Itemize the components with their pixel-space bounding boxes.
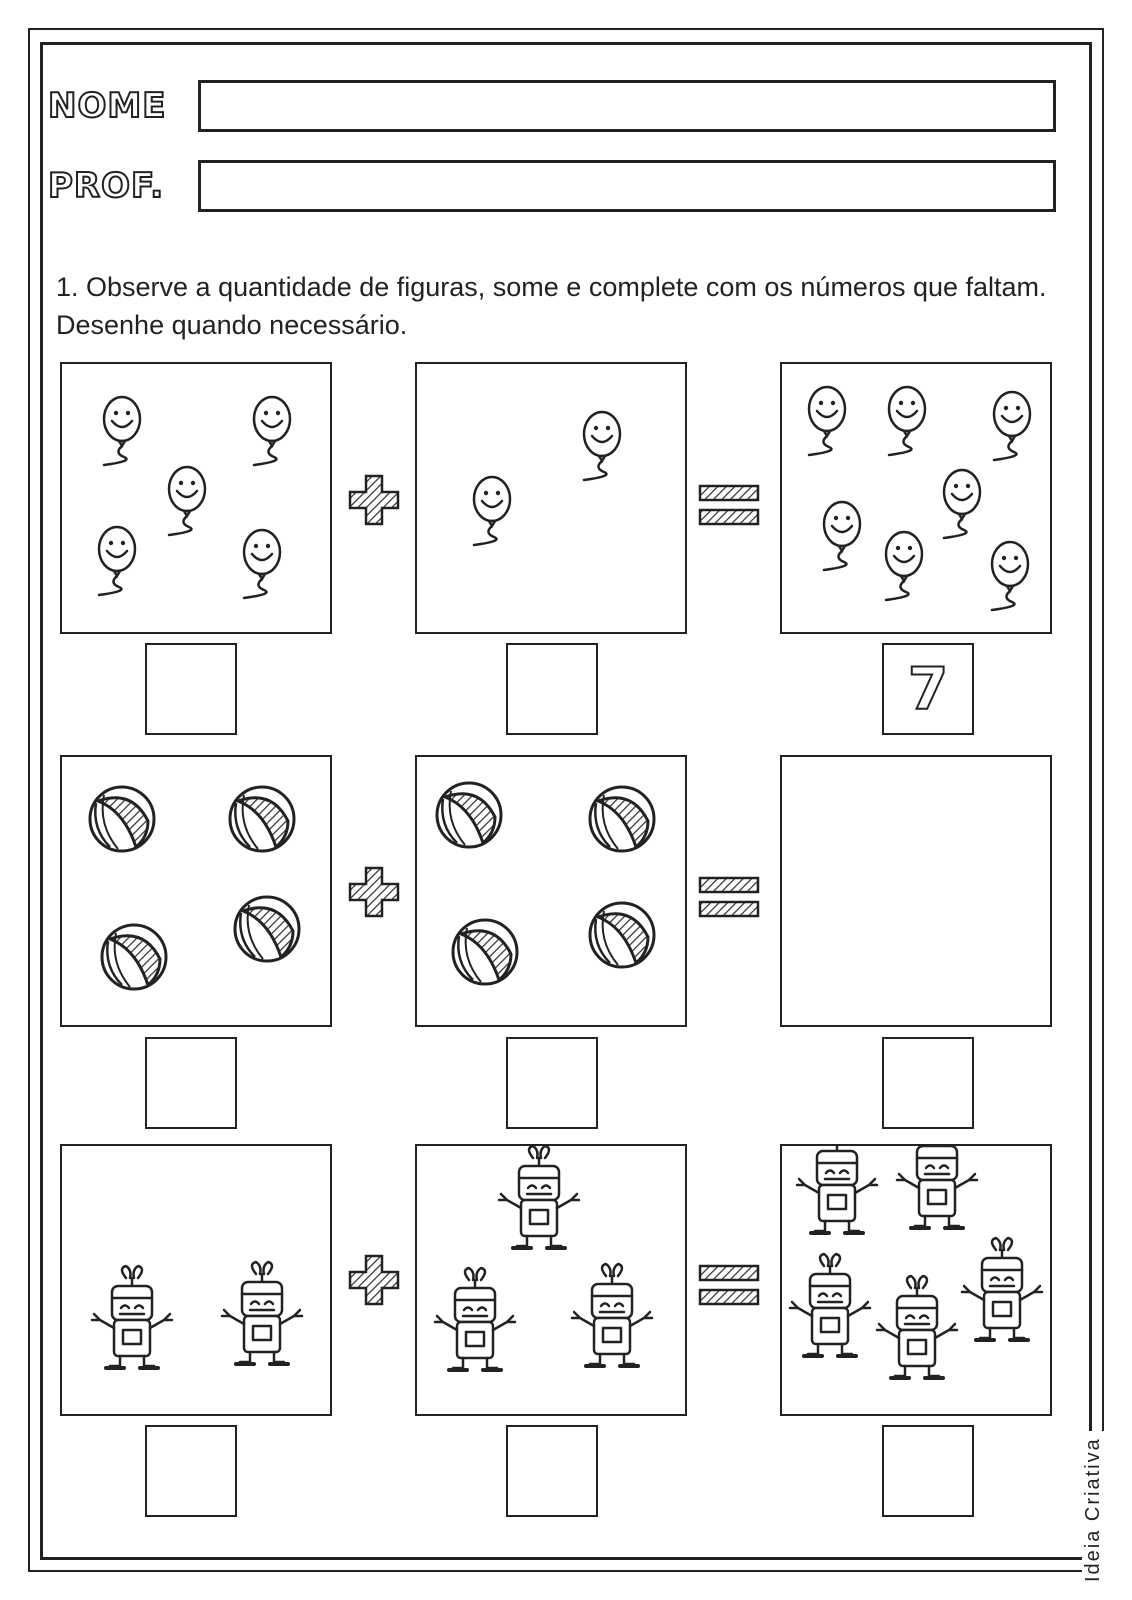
robot-icon [435,1268,515,1370]
balloon-icon [104,397,140,465]
answer-box[interactable] [506,643,598,735]
row1-right-panel [780,362,1052,634]
ball-icon [590,903,654,967]
balloon-icon [889,387,925,455]
answer-box[interactable] [506,1037,598,1129]
robots-group [417,1146,689,1418]
ball-icon [235,897,299,961]
robots-group [62,1146,334,1418]
row3-left-panel [60,1144,332,1416]
answer-box[interactable] [506,1425,598,1517]
plus-sign [348,1254,400,1306]
robots-group [782,1146,1054,1418]
balloon-icon [474,477,510,545]
ball-icon [102,925,166,989]
robot-icon [797,1146,877,1233]
credit-text: Ideia Criativa [1082,1431,1105,1588]
balls-group [417,757,689,1029]
robot-icon [222,1262,302,1364]
answer-box[interactable] [145,1037,237,1129]
row1-middle-panel [415,362,687,634]
row2-left-panel [60,755,332,1027]
robot-icon [877,1276,957,1378]
robot-icon [92,1266,172,1368]
equals-sign [698,480,760,528]
robot-icon [962,1238,1042,1340]
plus-sign [348,474,400,526]
robot-icon [790,1254,870,1356]
name-label: NOME [48,86,167,126]
balls-group [62,757,334,1029]
ball-icon [453,920,517,984]
balloons-group [417,364,689,636]
instruction-text: 1. Observe a quantidade de figuras, some e complete com os números que faltam. Desenhe quando necessário. [56,272,1047,340]
balloon-icon [824,502,860,570]
balloon-icon [886,532,922,600]
ball-icon [230,787,294,851]
row2-right-panel-empty[interactable] [780,755,1052,1027]
answer-box[interactable] [145,1425,237,1517]
row2-middle-panel [415,755,687,1027]
robot-icon [499,1146,579,1248]
balloon-icon [992,542,1028,610]
answer-box-filled[interactable]: 7 [882,643,974,735]
balloons-group [782,364,1054,636]
row1-left-panel [60,362,332,634]
robot-icon [572,1264,652,1366]
answer-box[interactable] [882,1425,974,1517]
balloon-icon [254,397,290,465]
ball-icon [90,787,154,851]
balloon-icon [99,527,135,595]
answer-box[interactable] [882,1037,974,1129]
balloon-icon [994,392,1030,460]
answer-box[interactable] [145,643,237,735]
equals-sign [698,872,760,920]
balloon-icon [944,470,980,538]
teacher-label: PROF. [48,166,165,206]
ball-icon [437,783,501,847]
balloon-icon [809,387,845,455]
ball-icon [590,787,654,851]
teacher-field[interactable] [198,160,1056,212]
name-field[interactable] [198,80,1056,132]
row3-right-panel [780,1144,1052,1416]
equals-sign [698,1260,760,1308]
balloon-icon [244,530,280,598]
plus-sign [348,866,400,918]
robot-icon [897,1146,977,1228]
row3-middle-panel [415,1144,687,1416]
balloon-icon [169,467,205,535]
balloons-group [62,364,334,636]
balloon-icon [584,412,620,480]
